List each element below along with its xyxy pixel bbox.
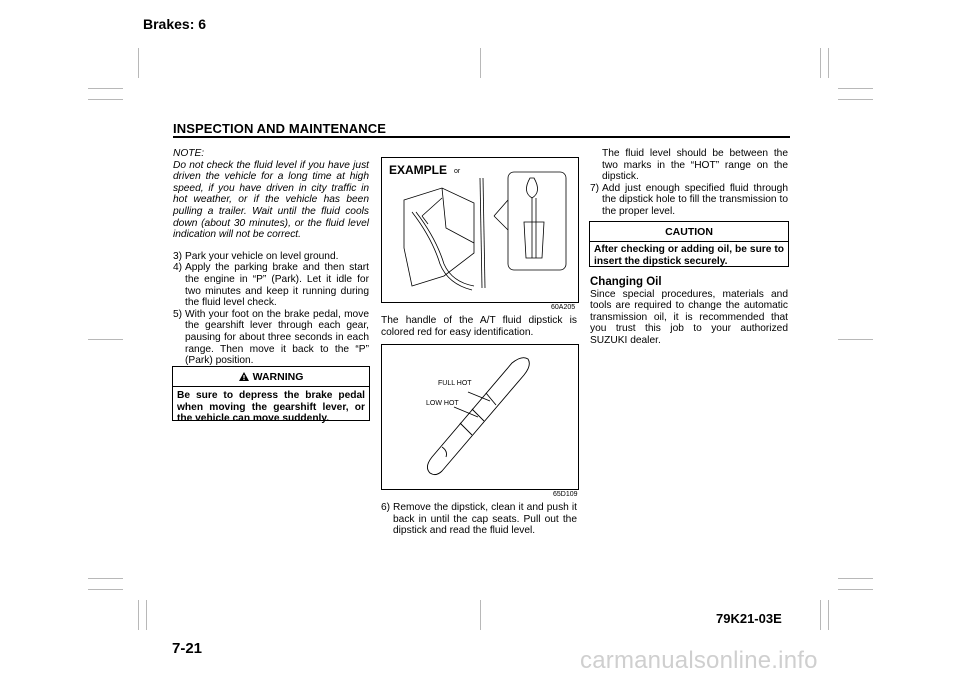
caution-text: After checking or adding oil, be sure to insert the dipstick securely. bbox=[594, 244, 784, 267]
section-title: INSPECTION AND MAINTENANCE bbox=[173, 121, 387, 136]
section-heading: Changing Oil bbox=[590, 276, 662, 288]
step-6-continued bbox=[590, 148, 788, 183]
page-number: 7-21 bbox=[172, 640, 203, 657]
warning-header bbox=[173, 367, 369, 387]
step-number: 6) bbox=[381, 502, 391, 513]
section-text: Since special procedures, materials and tools are required to change the automatic transmission oil, it is recommended that you trust this job to your authorized SUZUKI dealer. bbox=[590, 288, 788, 346]
warning-text: Be sure to depress the brake pedal when moving the gearshift lever, or the vehicle can move suddenly. bbox=[177, 390, 365, 425]
figure-code: 60A205 bbox=[551, 304, 576, 311]
watermark: carmanualsonline.info bbox=[580, 647, 818, 674]
step-text: Remove the dipstick, clean it and push it back in until the cap seats. Pull out the dipstick and read the fluid level. bbox=[393, 502, 577, 537]
step-text: Add just enough specified fluid through the dipstick hole to fill the transmission to the proper level. bbox=[602, 182, 788, 217]
header-rule bbox=[173, 136, 790, 138]
step-text: The fluid level should be between the two marks in the “HOT” range on the dipstick. bbox=[602, 148, 788, 183]
step-text: With your foot on the brake pedal, move the gearshift lever through each gear, pausing for about three seconds in each range. Then move it back to the “P” (Park) position. bbox=[185, 308, 369, 367]
step-number: 7) bbox=[590, 182, 600, 194]
changing-oil-section bbox=[590, 277, 788, 347]
caution-header: CAUTION bbox=[590, 222, 788, 242]
or-label: or bbox=[454, 168, 461, 175]
warning-title: WARNING bbox=[252, 370, 304, 383]
section-label: Brakes: 6 bbox=[143, 16, 207, 32]
step-list bbox=[173, 251, 369, 367]
step-text: Park your vehicle on level ground. bbox=[185, 250, 339, 262]
step-3 bbox=[173, 251, 369, 263]
step-number: 4) bbox=[173, 262, 183, 274]
note-block bbox=[173, 148, 369, 241]
column-2-step bbox=[381, 502, 577, 537]
figure-label: EXAMPLE bbox=[389, 163, 448, 177]
low-hot-label: LOW HOT bbox=[426, 400, 459, 407]
step-5 bbox=[173, 309, 369, 367]
figure-dipstick-levels bbox=[381, 344, 579, 490]
caution-box bbox=[589, 221, 789, 267]
step-number: 3) bbox=[173, 250, 183, 262]
document-code: 79K21-03E bbox=[716, 611, 782, 626]
step-7 bbox=[590, 183, 788, 218]
column-1 bbox=[173, 148, 369, 367]
figure-dipstick-example bbox=[381, 157, 579, 303]
step-6 bbox=[381, 502, 577, 537]
dipstick-illustration bbox=[382, 158, 578, 302]
figure-code: 65D109 bbox=[553, 491, 578, 498]
column-3 bbox=[590, 148, 788, 218]
warning-triangle-icon bbox=[239, 372, 249, 381]
dipstick-level-illustration bbox=[382, 345, 578, 489]
full-hot-label: FULL HOT bbox=[438, 380, 472, 387]
step-4 bbox=[173, 262, 369, 308]
note-text: NOTE: Do not check the fluid level if you have just driven the vehicle for a long time at high speed, if you have driven in city traffic in hot weather, or if the vehicle has been pulling a trailer. Wait until the fluid cools down (about 30 minutes), or the fluid level indication will not be correct. bbox=[173, 148, 369, 241]
step-text: Apply the parking brake and then start the engine in “P” (Park). Let it idle for two minutes and keep it running during the fluid level check. bbox=[185, 262, 369, 309]
warning-box bbox=[172, 366, 370, 425]
step-number: 5) bbox=[173, 308, 183, 320]
figure-caption: The handle of the A/T fluid dipstick is colored red for easy identification. bbox=[381, 315, 577, 338]
